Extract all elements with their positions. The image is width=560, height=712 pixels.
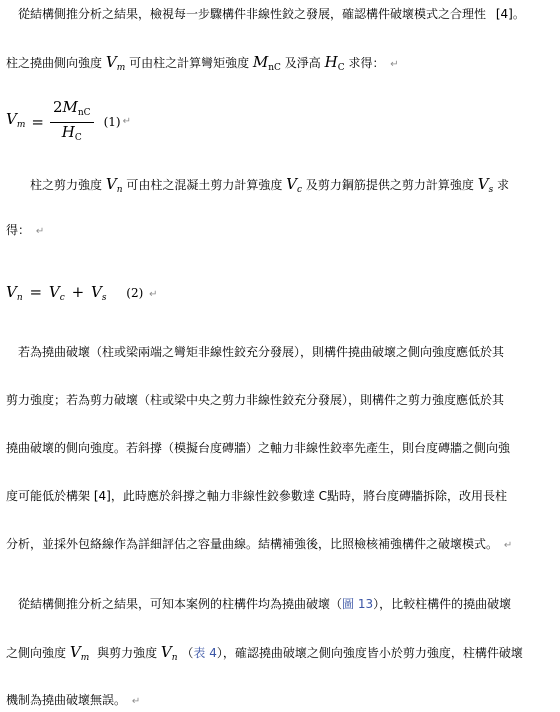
paragraph4-line2-pre: 之側向強度 [6,646,67,660]
paragraph1-line2 [0,54,560,76]
figure-13-reference[interactable]: 圖 13 [342,597,374,611]
paragraph3-line4-text: 度可能低於構架 [4]，此時應於斜撐之軸力非線性鉸參數達 C點時，將台度磚牆拆除，改用長柱 [6,489,508,503]
paragraph-mark: ↵ [35,226,45,237]
paragraph3-line2-text: 剪力強度；若為剪力破壞（柱或梁中央之剪力非線性鉸充分發展），則構件之剪力強度應低於其 [6,393,505,407]
symbol-vn: $V_n$ [105,175,123,195]
paragraph4-line1 [0,596,560,612]
paragraph4-line3-text: 機制為撓曲破壞無誤。 [6,693,127,707]
paragraph1-line2-mid2: 及淨高 [284,56,321,70]
symbol-mnc: $M_{nC}$ [252,53,281,73]
paragraph1-line2-post: 求得： [348,56,385,70]
paragraph1-line1 [0,6,560,22]
paragraph3-line3-text: 撓曲破壞的側向強度。若斜撐（模擬台度磚牆）之軸力非線性鉸率先產生，則台度磚牆之側向強 [6,441,511,455]
symbol-vc: $V_c$ [286,175,303,195]
paragraph3-line5-text: 分析，並採外包絡線作為詳細評估之容量曲線。結構補強後，比照檢核補強構件之破壞模式。 [6,537,499,551]
equation1-numerator: $2M_{nC}$ [50,99,94,123]
paragraph4-line2-post: ），確認撓曲破壞之側向強度皆小於剪力強度，柱構件破壞 [216,646,523,660]
paragraph2-line1 [0,176,560,198]
equation2-lhs: $V_n$ [6,283,23,303]
paragraph2-line2 [0,222,560,240]
paragraph-mark: ↵ [503,540,513,551]
equation1-equals: = [31,113,44,131]
paragraph2-line1-pre: 柱之剪力強度 [30,178,103,192]
symbol-vn-inline: $V_n$ [160,643,178,663]
equation1-label: (1) [103,115,121,129]
equation2-term1: $V_c$ [48,283,65,303]
paragraph4-line2 [0,644,560,666]
paragraph4-line3 [0,692,560,710]
equation2-label: (2) [126,286,144,300]
symbol-vs: $V_s$ [477,175,494,195]
paragraph1-line2-pre: 柱之撓曲側向強度 [6,56,103,70]
symbol-vm-inline: $V_m$ [69,643,90,663]
paragraph-mark: ↵ [122,116,131,127]
paragraph4-line1-pre: 從結構側推分析之結果，可知本案例的柱構件均為撓曲破壞（ [18,597,343,611]
paragraph3-line5 [0,536,560,554]
equation2-term2: $V_s$ [91,283,107,303]
equation1-fraction [50,99,94,146]
paragraph2-line1-mid: 可由柱之混凝土剪力計算強度 [126,178,283,192]
paragraph-mark: ↵ [149,289,158,300]
paragraph1-reference: [4]。 [495,7,525,21]
equation2-plus: + [71,283,85,301]
equation1-denominator: $H_C$ [61,122,82,143]
paragraph4-line2-open: （ [181,646,194,660]
equation1-lhs: $V_m$ [6,110,26,130]
equation-2 [0,284,560,306]
paragraph1-line2-mid: 可由柱之計算彎矩強度 [129,56,250,70]
equation2-equals: = [29,283,43,301]
paragraph3-line4 [0,488,552,504]
paragraph3-line1-text: 若為撓曲破壞（柱或梁兩端之彎矩非線性鉸充分發展），則構件撓曲破壞之側向強度應低於其 [18,345,505,359]
paragraph-mark: ↵ [390,59,399,70]
paragraph2-line1-post: 求 [497,178,510,192]
paragraph3-line2 [0,392,552,408]
paragraph2-line1-mid2: 及剪力鋼筋提供之剪力計算強度 [305,178,474,192]
paragraph3-line1 [0,344,552,360]
paragraph-mark: ↵ [131,696,141,707]
equation-1 [0,97,560,143]
paragraph3-line3 [0,440,552,456]
paragraph2-line2-text: 得： [6,223,31,237]
table-4-reference[interactable]: 表 4 [193,646,217,660]
symbol-vm: $V_m$ [105,53,126,73]
symbol-hc: $H_C$ [324,53,345,73]
paragraph1-text: 從結構側推分析之結果，檢視每一步驟構件非線性鉸之發展，確認構件破壞模式之合理性 [18,7,487,21]
paragraph4-line2-mid: 與剪力強度 [97,646,158,660]
paragraph4-line1-post: ），比較柱構件的撓曲破壞 [373,597,512,611]
